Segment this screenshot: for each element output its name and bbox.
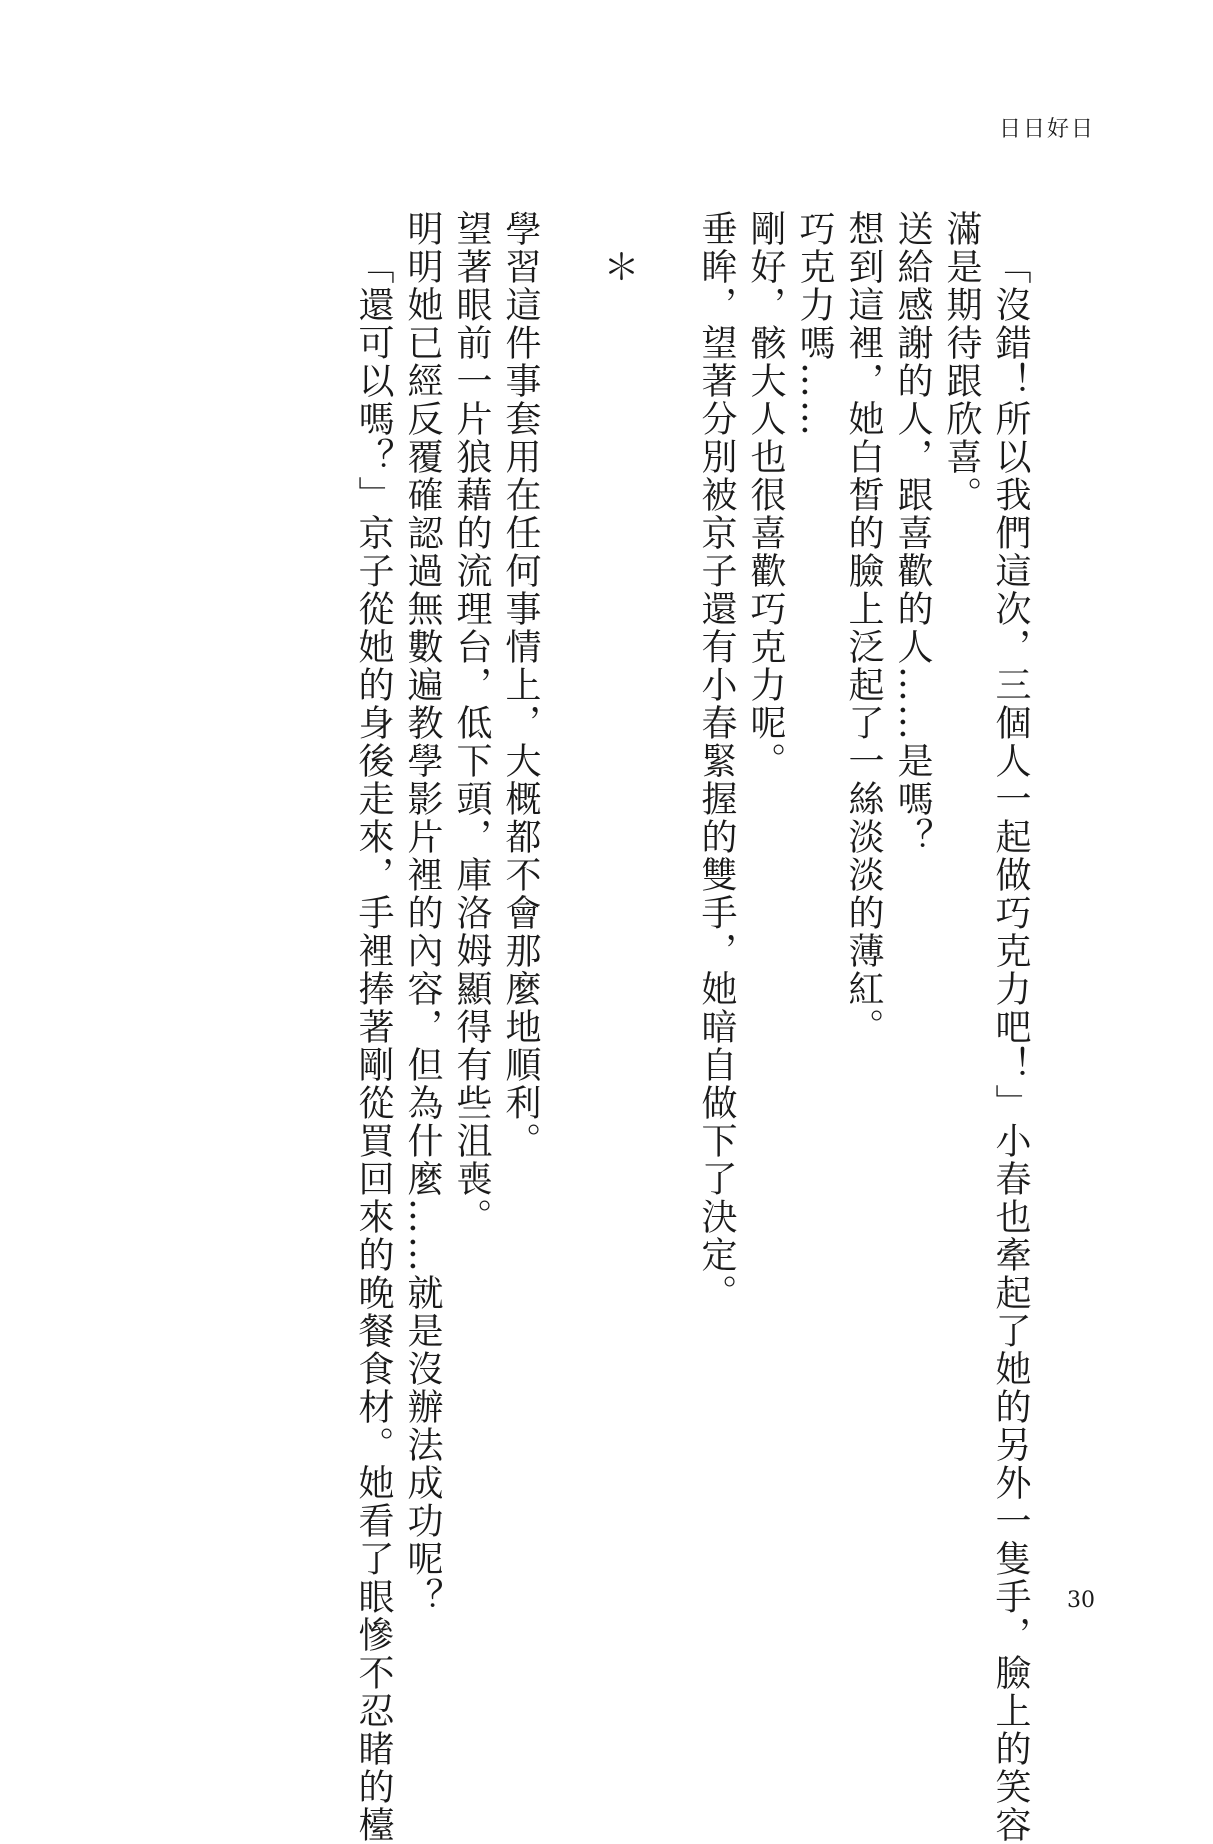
paragraph-line: 垂眸，望著分別被京子還有小春緊握的雙手，她暗自做下了決定。 (696, 210, 737, 1312)
page-number: 30 (1067, 1588, 1095, 1613)
paragraph-line: 送給感謝的人，跟喜歡的人……是嗎？ (892, 210, 933, 856)
paragraph-line: 學習這件事套用在任何事情上，大概都不會那麼地順利。 (500, 210, 541, 1160)
running-head: 日日好日 (998, 117, 1095, 142)
paragraph-line: 「還可以嗎？」京子從她的身後走來，手裡捧著剛從買回來的晚餐食材。她看了眼慘不忍睹的檯 (353, 248, 394, 1844)
blank-line (545, 210, 594, 1550)
paragraph-line: 巧克力嗎…… (794, 210, 835, 438)
paragraph-line: 想到這裡，她白皙的臉上泛起了一絲淡淡的薄紅。 (843, 210, 884, 1046)
paragraph-line: 滿是期待跟欣喜。 (941, 210, 982, 514)
paragraph-line: 望著眼前一片狼藉的流理台，低下頭，庫洛姆顯得有些沮喪。 (451, 210, 492, 1236)
body-text (135, 210, 1035, 1844)
paragraph-line: 「沒錯！所以我們這次，三個人一起做巧克力吧！」小春也牽起了她的另外一隻手，臉上的笑容 (990, 248, 1031, 1844)
paragraph-line: 剛好，骸大人也很喜歡巧克力呢。 (745, 210, 786, 780)
paragraph-line: 明明她已經反覆確認過無數遍教學影片裡的內容，但為什麼……就是沒辦法成功呢？ (402, 210, 443, 1616)
scene-break-asterisk: ＊ (598, 248, 639, 286)
blank-line (643, 210, 692, 1550)
